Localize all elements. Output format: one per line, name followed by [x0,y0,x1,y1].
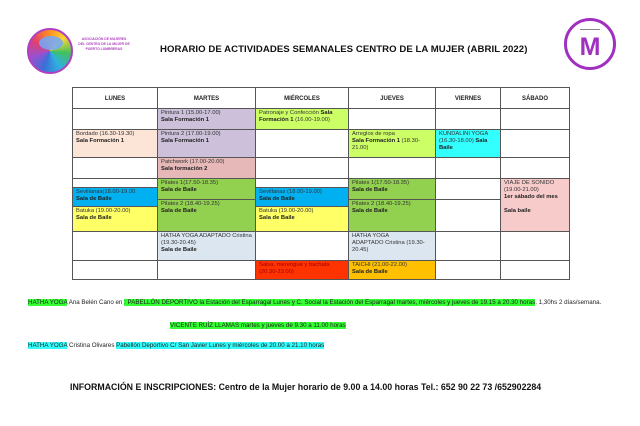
empty-cell [435,199,501,232]
activity-sevillanas-lunes [72,187,158,207]
activity-room: Sala de Baile [161,247,197,254]
activity-name: Pilates 1(17.50-18.35) [161,180,219,186]
empty-cell [500,157,570,179]
empty-cell [348,157,436,179]
activity-pilates-2-martes [157,199,256,232]
activity-pilates-1-martes [157,178,256,200]
activity-name: Bordado (16.30-19.30) [76,131,135,137]
col-header-viernes: VIERNES [435,87,501,109]
note-vicente-ruiz [170,321,346,330]
activity-viaje-de-sonido [500,178,570,232]
empty-cell [500,231,570,261]
empty-cell [72,108,158,130]
activity-room: Sala Formación 1 [76,138,125,145]
activity-room: Sala Formación 1 [259,110,333,124]
activity-name: Salsa, merengue y bachata (20.30-23.00) [259,262,330,276]
activity-room: Sala Formación 1 [352,138,401,145]
note-teacher: Ana Belén Cano en [67,299,125,306]
activity-name: Batuka (19.00-20.00) [76,208,131,214]
note-tail: . 1,30hs 2 días/semana. [535,299,602,306]
empty-cell [500,108,570,130]
activity-arreglos [348,129,436,158]
note-label: HATHA YOGA [28,299,68,306]
col-header-jueves: JUEVES [348,87,436,109]
col-header-miercoles: MIÉRCOLES [255,87,349,109]
logo-letter: M [579,33,601,61]
activity-bordado [72,129,158,158]
empty-cell [500,129,570,158]
activity-time: (16.00-19.00) [293,117,330,124]
activity-room: Sala de Baile [259,196,295,203]
activity-pintura-1 [157,108,256,130]
activity-room: Sala de Baile [161,208,197,215]
activity-patchwork [157,157,256,179]
activity-name: Pilates 1(17.50-18.35) [352,180,410,186]
activity-room: Sala de Baile [161,187,197,194]
activity-room: Sala formación 2 [161,166,208,173]
note-teacher: Cristina Olivares [67,342,117,349]
empty-cell [435,108,501,130]
empty-cell [500,260,570,280]
col-header-lunes: LUNES [72,87,158,109]
schedule-table [72,87,570,280]
association-name: ASOCIACIÓN DE MUJERES DEL CENTRO DE LA MUJER DE PUERTO LUMBRERAS [78,37,130,51]
activity-room: Sala de Baile [352,187,388,194]
note-place: : PABELLÓN DEPORTIVO la Estación del Esparragal Lunes y C. Social la Estación del Esparragal martes, miércoles y jueves de 19.15 a 20.30 horas [124,299,536,306]
activity-room: Sala de Baile [352,269,388,276]
activity-name: TAICHI (21.00-22.00) [352,262,407,268]
note-hatha-yoga-cristina [28,341,628,350]
activity-name: Pintura 1 (15.00-17.00) [161,110,221,116]
activity-note: 1er sábado del mes [504,194,558,201]
logo-swirl [39,36,63,50]
activity-name: Sevillanas(18.00-19.00 [76,189,136,195]
activity-name: KUNDALINI YOGA (16.30-18.00) [439,131,488,145]
activity-name: Patchwork (17.00-20.00) [161,159,225,165]
activity-name: Pilates 2 (18.40-19.25) [352,201,411,207]
contact-info: INFORMACIÓN E INSCRIPCIONES: Centro de la Mujer horario de 9.00 a 14.00 horas Tel.: 652 90 22 73 /652902284 [70,382,542,392]
activity-kundalini [435,129,501,158]
activity-batuka-lunes [72,206,158,232]
empty-cell [157,260,256,280]
activity-room: Sala de Baile [76,215,112,222]
activity-name: Arreglos de ropa [352,131,395,137]
empty-cell [72,260,158,280]
col-header-martes: MARTES [157,87,256,109]
activity-sevillanas-miercoles [255,187,349,207]
activity-salsa [255,260,349,280]
activity-name: Batuka (19.00-20.00) [259,208,314,214]
note-label: HATHA YOGA [28,342,68,349]
empty-cell [72,157,158,179]
empty-cell [435,260,501,280]
activity-name: Sevillanas (18.00-19.00) [259,189,322,195]
activity-name: HATHA YOGA ADAPTADO Cristina (19.30-20.45) [161,233,252,247]
note-hatha-yoga-ana [28,298,628,307]
page-title: HORARIO DE ACTIVIDADES SEMANALES CENTRO DE LA MUJER (ABRIL 2022) [160,44,528,55]
activity-taichi [348,260,436,280]
empty-cell [435,157,501,179]
activity-hatha-yoga-jueves [348,231,436,261]
empty-cell [72,231,158,261]
activity-name: Pilates 2 (18.40-19.25) [161,201,220,207]
activity-time: (18.30-21.00) [352,138,420,152]
activity-pilates-1-jueves [348,178,436,200]
activity-pintura-2 [157,129,256,158]
activity-name: Patronaje y Confección [259,110,321,116]
activity-room: Sala baile [504,207,531,214]
activity-room: Sala de Baile [259,215,295,222]
association-logo [27,28,73,74]
empty-cell [435,178,501,200]
activity-room: Sala de Baile [76,196,112,203]
empty-cell [255,231,349,261]
centro-mujer-logo [564,18,616,70]
activity-room: Sala de Baile [352,208,388,215]
activity-detail: ADAPTADO Cristina (19.30-20.45) [352,240,425,254]
empty-cell [255,129,349,158]
empty-cell [255,157,349,179]
activity-room: Sala Baile [439,138,488,152]
activity-room: Sala Formación 1 [161,138,210,145]
col-header-sabado: SÁBADO [500,87,570,109]
activity-pilates-2-jueves [348,199,436,232]
activity-patronaje [255,108,349,130]
empty-cell [348,108,436,130]
activity-name: VIAJE DE SONIDO (19.00-21.00) [504,180,555,194]
activity-name: Pintura 2 (17.00-19.00) [161,131,221,137]
note-place: Pabellón Deportivo C/ San Javier Lunes y miércoles de 20.00 a 21.10 horas [116,342,325,349]
note-text: VICENTE RUÍZ LLAMAS martes y jueves de 9.30 a 11.00 horas [170,322,346,329]
activity-room: Sala Formación 1 [161,117,210,124]
activity-hatha-yoga-martes [157,231,256,261]
empty-cell [435,231,501,261]
activity-name: HATHA YOGA [352,233,390,239]
activity-batuka-miercoles [255,206,349,232]
